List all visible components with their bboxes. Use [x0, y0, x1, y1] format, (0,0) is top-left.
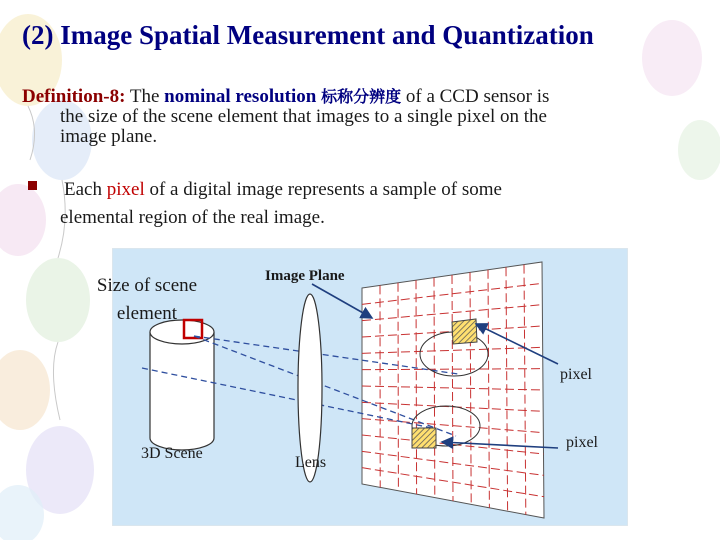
hatched-pixel-top [452, 319, 477, 344]
scene-element-label [72, 272, 222, 328]
nominal-resolution-term: nominal resolution [164, 86, 317, 107]
nominal-resolution-term-cn: 标称分辨度 [321, 87, 402, 106]
bullet-line2: elemental region of the real image. [60, 207, 325, 228]
scene-element-label-line1: Size of scene [96, 275, 198, 296]
definition-line2: the size of the scene element that images to a single pixel on the [60, 106, 547, 127]
scene-element-label-line2: element [116, 303, 178, 324]
image-plane-label: Image Plane [265, 268, 345, 284]
definition-paragraph [22, 87, 712, 147]
definition-line1-rest: of a CCD sensor is [401, 86, 550, 107]
lens-label: Lens [295, 454, 327, 471]
definition-label: Definition-8: [22, 86, 126, 107]
bullet-pre: Each [64, 179, 107, 200]
ccd-imaging-diagram [96, 248, 628, 526]
3d-scene-label: 3D Scene [141, 445, 203, 462]
bullet-line1-rest: of a digital image represents a sample of some [144, 179, 502, 200]
pixel-word: pixel [106, 179, 145, 200]
slide-title: (2) Image Spatial Measurement and Quantization [22, 20, 594, 50]
definition-lead: The [125, 86, 165, 107]
definition-line3: image plane. [60, 126, 158, 147]
pixel-label-bottom: pixel [566, 434, 598, 451]
hatched-pixel-bottom [412, 428, 436, 448]
image-plane-grid [362, 262, 544, 518]
pixel-label-top: pixel [560, 366, 592, 383]
bullet-paragraph [22, 176, 682, 232]
